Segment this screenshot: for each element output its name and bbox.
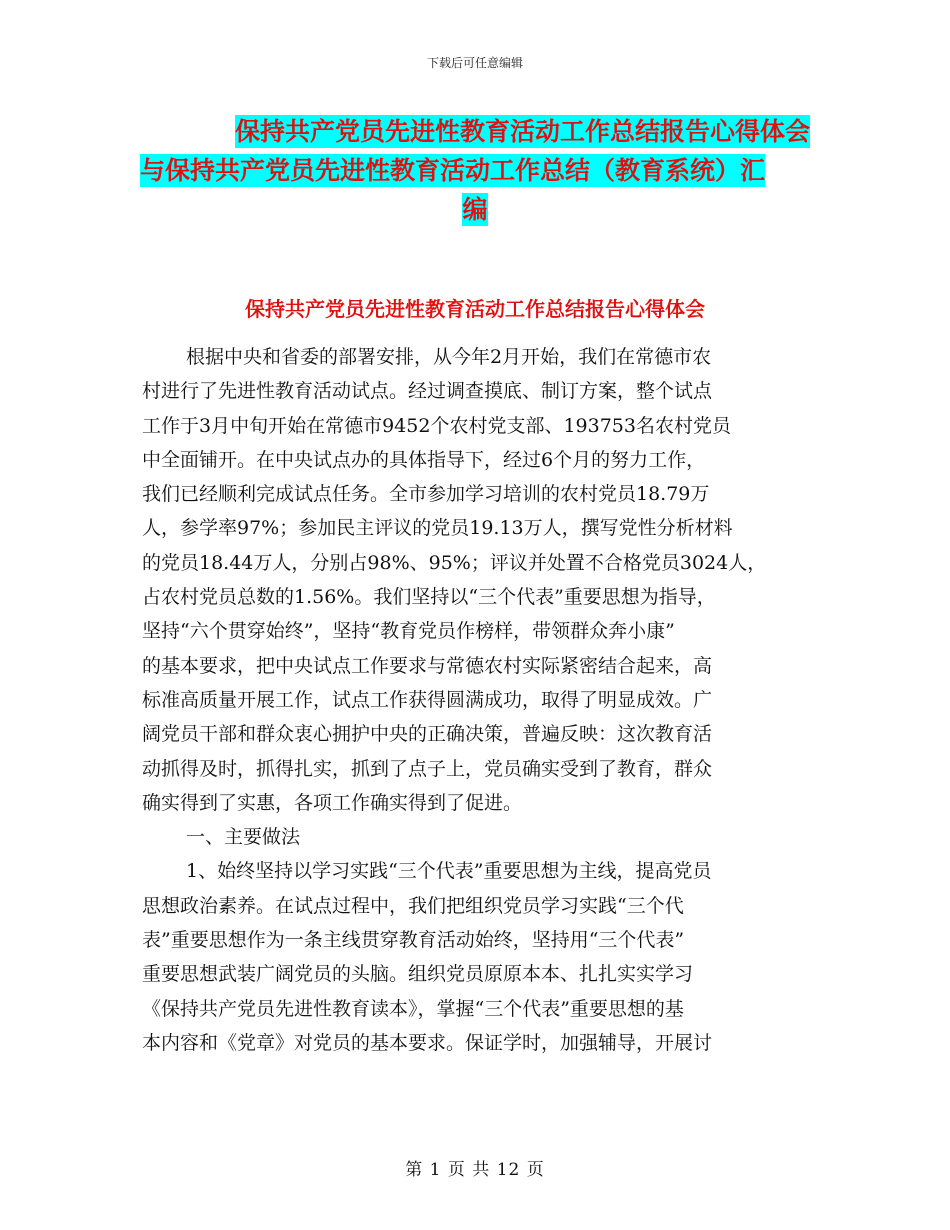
- body-line: 的基本要求，把中央试点工作要求与常德农村实际紧密结合起来，高: [142, 654, 713, 677]
- body-line: 的党员18.44万人，分别占98%、95%；评议并处置不合格党员3024人，: [142, 551, 767, 574]
- document-title: [140, 112, 810, 229]
- body-line: 重要思想武装广阔党员的头脑。组织党员原原本本、扎扎实实学习: [142, 963, 694, 986]
- body-line: 标准高质量开展工作，试点工作获得圆满成功，取得了明显成效。广: [142, 688, 713, 711]
- body-line: 根据中央和省委的部署安排，从今年2月开始，我们在常德市农: [186, 346, 712, 368]
- header-note: 下载后可任意编辑: [426, 56, 523, 70]
- body-line: 动抓得及时，抓得扎实，抓到了点子上，党员确实受到了教育，群众: [142, 757, 713, 780]
- body-line: 中全面铺开。在中央试点办的具体指导下，经过6个月的努力工作，: [142, 448, 706, 471]
- body-line: 我们已经顺利完成试点任务。全市参加学习培训的农村党员18.79万: [142, 483, 710, 506]
- body-line: 确实得到了实惠，各项工作确实得到了促进。: [142, 791, 523, 814]
- page-footer: 第 1 页 共 12 页: [405, 1160, 545, 1180]
- body-line: 村进行了先进性教育活动试点。经过调查摸底、制订方案，整个试点: [142, 380, 713, 403]
- body-line: 本内容和《党章》对党员的基本要求。保证学时，加强辅导，开展讨: [142, 1031, 713, 1054]
- body-line: 思想政治素养。在试点过程中，我们把组织党员学习实践“三个代: [142, 894, 684, 917]
- title-line-2: 与保持共产党员先进性教育活动工作总结（教育系统）汇: [140, 156, 766, 185]
- section-title: 保持共产党员先进性教育活动工作总结报告心得体会: [245, 297, 705, 321]
- body-line: 阔党员干部和群众衷心拥护中央的正确决策，普遍反映：这次教育活: [142, 723, 713, 746]
- body-line: 工作于3月中旬开始在常德市9452个农村党支部、193753名农村党员: [142, 414, 731, 437]
- body-line: 表”重要思想作为一条主线贯穿教育活动始终，坚持用“三个代表”: [142, 929, 685, 952]
- subheading: 一、主要做法: [186, 826, 301, 849]
- body-line: 1、始终坚持以学习实践“三个代表”重要思想为主线，提高党员: [186, 860, 712, 883]
- body-line: 人，参学率97%；参加民主评议的党员19.13万人，撰写党性分析材料: [142, 517, 733, 540]
- title-line-1: 保持共产党员先进性教育活动工作总结报告心得体会: [234, 117, 810, 146]
- body-line: 占农村党员总数的1.56%。我们坚持以“三个代表”重要思想为指导，: [142, 586, 716, 609]
- title-line-3: 编: [462, 195, 488, 224]
- body-line: 《保持共产党员先进性教育读本》，掌握“三个代表”重要思想的基: [142, 997, 684, 1020]
- body-line: 坚持“六个贯穿始终”，坚持“教育党员作榜样，带领群众奔小康”: [142, 620, 675, 643]
- body-text: [142, 340, 812, 1060]
